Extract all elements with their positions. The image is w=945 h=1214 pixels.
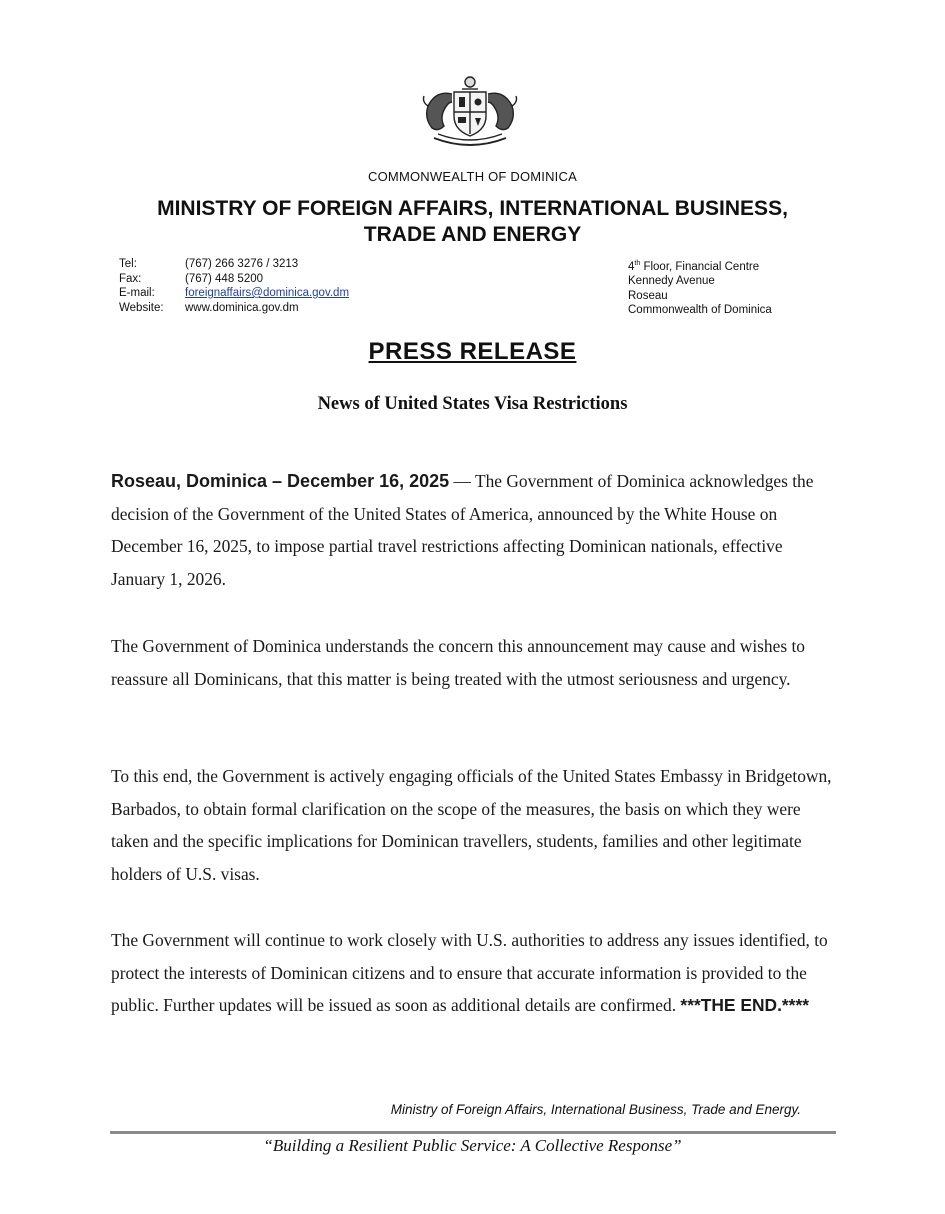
the-end-text: THE END — [700, 995, 778, 1016]
email-row — [119, 286, 349, 301]
address-line2: Kennedy Avenue — [628, 275, 715, 288]
paragraph-4 — [111, 924, 839, 1022]
press-release-heading: PRESS RELEASE — [368, 338, 577, 365]
address-floor-suffix: th — [634, 260, 641, 267]
address-floor-rest: Floor, Financial Centre — [640, 260, 760, 273]
paragraph-1 — [111, 465, 839, 595]
tel-label: Tel: — [119, 258, 137, 270]
ministry-signature: Ministry of Foreign Affairs, International Business, Trade and Energy. — [390, 1102, 801, 1117]
fax-label: Fax: — [119, 272, 142, 285]
tel-row — [119, 257, 349, 272]
ministry-title — [60, 196, 885, 248]
country-name: COMMONWEALTH OF DOMINICA — [368, 169, 577, 184]
footer-divider — [110, 1131, 836, 1134]
paragraph-3 — [111, 760, 839, 890]
address-line4: Commonwealth of Dominica — [628, 304, 772, 317]
dateline: Roseau, Dominica – December 16, 2025 — [111, 471, 450, 491]
email-link[interactable]: foreignaffairs@dominica.gov.dm — [185, 287, 350, 299]
footer-motto: “Building a Resilient Public Service: A Collective Response” — [263, 1136, 682, 1155]
ministry-title-line2: TRADE AND ENERGY — [363, 223, 582, 246]
website-label: Website: — [119, 301, 164, 314]
address-line1 — [628, 257, 772, 274]
release-subject: News of United States Visa Restrictions — [317, 394, 628, 414]
website-value: www.dominica.gov.dm — [185, 301, 299, 314]
contact-details — [119, 257, 349, 315]
fax-row — [119, 272, 349, 287]
paragraph-3-text: To this end, the Government is actively engaging officials of the United States Embassy in Bridgetown, Barbados, to obtain formal clarification on the scope of the measures, the basis on which they were taken and the specific implications for Dominican travellers, students, families and other legitimate holders of U.S. visas. — [111, 766, 832, 884]
the-end-marker — [680, 995, 809, 1015]
email-label: E-mail: — [119, 287, 155, 299]
the-end-prefix: *** — [680, 995, 701, 1016]
coat-of-arms-icon — [414, 72, 526, 152]
ministry-title-line1: MINISTRY OF FOREIGN AFFAIRS, INTERNATIONAL BUSINESS, — [157, 197, 788, 220]
address-line3: Roseau — [628, 289, 668, 302]
paragraph-2 — [111, 630, 839, 695]
tel-value: (767) 266 3276 / 3213 — [185, 258, 299, 270]
website-row — [119, 301, 349, 316]
paragraph-1-text: — The Government of Dominica acknowledges the decision of the Government of the United States of America, announced by the White House on December 16, 2025, to impose partial travel restrictions affecting Dominican nationals, effective January 1, 2026. — [111, 471, 814, 589]
the-end-suffix: .**** — [777, 995, 809, 1016]
address-block — [628, 257, 772, 318]
fax-value: (767) 448 5200 — [185, 272, 264, 285]
address-floor-number: 4 — [628, 260, 635, 273]
paragraph-4-text: The Government will continue to work closely with U.S. authorities to address any issues identified, to protect the interests of Dominican citizens and to ensure that accurate information is provided to the public. Further updates will be issued as soon as additional details are confirmed. — [111, 930, 828, 1016]
paragraph-2-text: The Government of Dominica understands the concern this announcement may cause and wishes to reassure all Dominicans, that this matter is being treated with the utmost seriousness and urgency. — [111, 636, 805, 689]
